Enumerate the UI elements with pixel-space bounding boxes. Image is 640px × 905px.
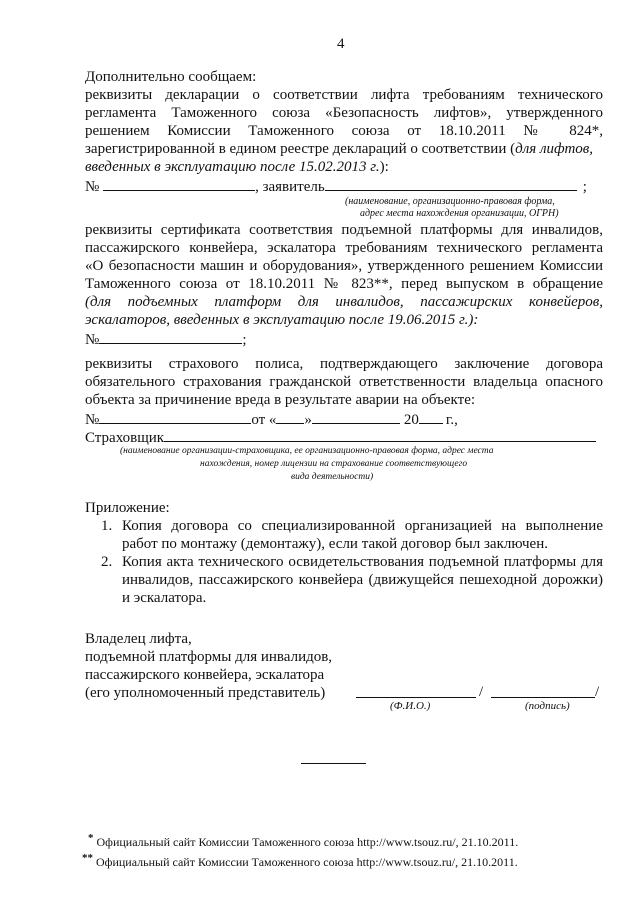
insurance-line-3: объекта за причинение вреда в результате аварии на объекте: <box>85 392 476 408</box>
declaration-line-5 <box>85 158 389 177</box>
signature-field[interactable] <box>491 697 595 698</box>
owner-line-4: (его уполномоченный представитель) <box>85 685 326 701</box>
appendix-item-1-line-1: Копия договора со специализированной организацией на выполнение <box>122 518 603 534</box>
certificate-line-5: (для подъемных платформ для инвалидов, пассажирских конвейеров, <box>85 294 603 310</box>
declaration-line-4-text: зарегистрированной в едином реестре деклараций о соответствии ( <box>85 141 516 157</box>
insurer-hint-3: вида деятельности) <box>291 472 374 482</box>
declaration-number-row <box>85 176 587 197</box>
certificate-line-4: Таможенного союза от 18.10.2011 № 823**, перед выпуском в обращение <box>85 276 603 292</box>
applicant-hint-2: адрес места нахождения организации, ОГРН) <box>360 208 559 219</box>
certificate-line-1: реквизиты сертификата соответствия подъемной платформы для инвалидов, <box>85 222 603 238</box>
footnote-1 <box>88 832 518 850</box>
policy-number-label: № <box>85 412 100 428</box>
insurer-row <box>85 427 596 448</box>
appendix-item-1-num: 1. <box>101 518 113 534</box>
signature-label: (подпись) <box>525 700 570 712</box>
signature-slash-1: / <box>479 684 484 700</box>
appendix-item-2-line-2: инвалидов, пассажирского конвейера (движущейся пешеходной дорожки) <box>122 572 603 588</box>
applicant-label: , заявитель <box>255 179 325 195</box>
insurer-field[interactable] <box>164 427 596 442</box>
fio-field[interactable] <box>356 697 476 698</box>
policy-year-suffix: г., <box>445 412 458 428</box>
owner-line-2: подъемной платформы для инвалидов, <box>85 649 333 665</box>
appendix-item-1-line-2: работ по монтажу (демонтажу), если такой договор был заключен. <box>122 536 548 552</box>
policy-year-prefix: 20 <box>403 412 419 428</box>
declaration-line-5-italic: введенных в эксплуатацию после 15.02.2013 г. <box>85 159 380 175</box>
footnote-2 <box>82 852 518 870</box>
certificate-number-label: № <box>85 332 100 348</box>
signature-slash-2: / <box>595 684 600 700</box>
owner-line-1: Владелец лифта, <box>85 631 192 647</box>
owner-line-3: пассажирского конвейера, эскалатора <box>85 667 325 683</box>
insurer-hint-2: нахождения, номер лицензии на страхование соответствующего <box>200 459 468 469</box>
appendix-title: Приложение: <box>85 500 170 516</box>
declaration-number-field[interactable] <box>103 176 255 191</box>
applicant-semicolon: ; <box>582 179 587 195</box>
policy-day-field[interactable] <box>276 409 304 424</box>
policy-quote-close: » <box>304 412 312 428</box>
policy-month-field[interactable] <box>312 409 400 424</box>
footnote-2-text: Официальный сайт Комиссии Таможенного союза http://www.tsouz.ru/, 21.10.2011. <box>96 855 518 869</box>
declaration-number-label: № <box>85 179 100 195</box>
policy-number-field[interactable] <box>99 409 251 424</box>
policy-year-field[interactable] <box>419 409 443 424</box>
declaration-line-5-tail: ): <box>379 159 389 175</box>
declaration-line-2: регламента Таможенного союза «Безопасность лифтов», утвержденного <box>85 105 603 121</box>
insurer-hint-1: (наименование организации-страховщика, ее организационно-правовая форма, адрес места <box>120 446 494 456</box>
insurer-label: Страховщик <box>85 430 165 446</box>
intro-text: Дополнительно сообщаем: <box>85 69 257 85</box>
certificate-semicolon: ; <box>242 332 247 348</box>
certificate-line-6: эскалаторов, введенных в эксплуатацию после 19.06.2015 г.): <box>85 312 479 328</box>
certificate-line-3: «О безопасности машин и оборудования», утвержденного решением Комиссии <box>85 258 603 274</box>
certificate-line-2: пассажирского конвейера, эскалатора требованиям технического регламента <box>85 240 603 256</box>
insurance-line-1: реквизиты страхового полиса, подтверждающего заключение договора <box>85 356 603 372</box>
certificate-number-row <box>85 329 246 350</box>
appendix-item-2-line-1: Копия акта технического освидетельствования подъемной платформы для <box>122 554 603 570</box>
declaration-line-4-italic: для лифтов, <box>515 141 594 157</box>
declaration-line-1: реквизиты декларации о соответствии лифта требованиям технического <box>85 87 603 103</box>
declaration-line-3: решением Комиссии Таможенного союза от 18.10.2011 № 824*, <box>85 123 603 139</box>
applicant-field[interactable] <box>325 176 577 191</box>
footnote-1-text: Официальный сайт Комиссии Таможенного союза http://www.tsouz.ru/, 21.10.2011. <box>96 835 519 849</box>
appendix-item-2-line-3: и эскалатора. <box>122 590 207 606</box>
insurance-line-2: обязательного страхования гражданской ответственности владельца опасного <box>85 374 603 390</box>
footnote-1-mark: * <box>88 832 94 844</box>
certificate-number-field[interactable] <box>99 329 242 344</box>
applicant-hint-1: (наименование, организационно-правовая форма, <box>345 196 555 207</box>
policy-date-from: от « <box>251 412 277 428</box>
declaration-line-4 <box>85 140 593 159</box>
fio-label: (Ф.И.О.) <box>390 700 431 712</box>
footnote-separator <box>301 763 366 764</box>
page-number: 4 <box>337 36 345 52</box>
appendix-item-2-num: 2. <box>101 554 113 570</box>
footnote-2-mark: ** <box>82 852 93 864</box>
